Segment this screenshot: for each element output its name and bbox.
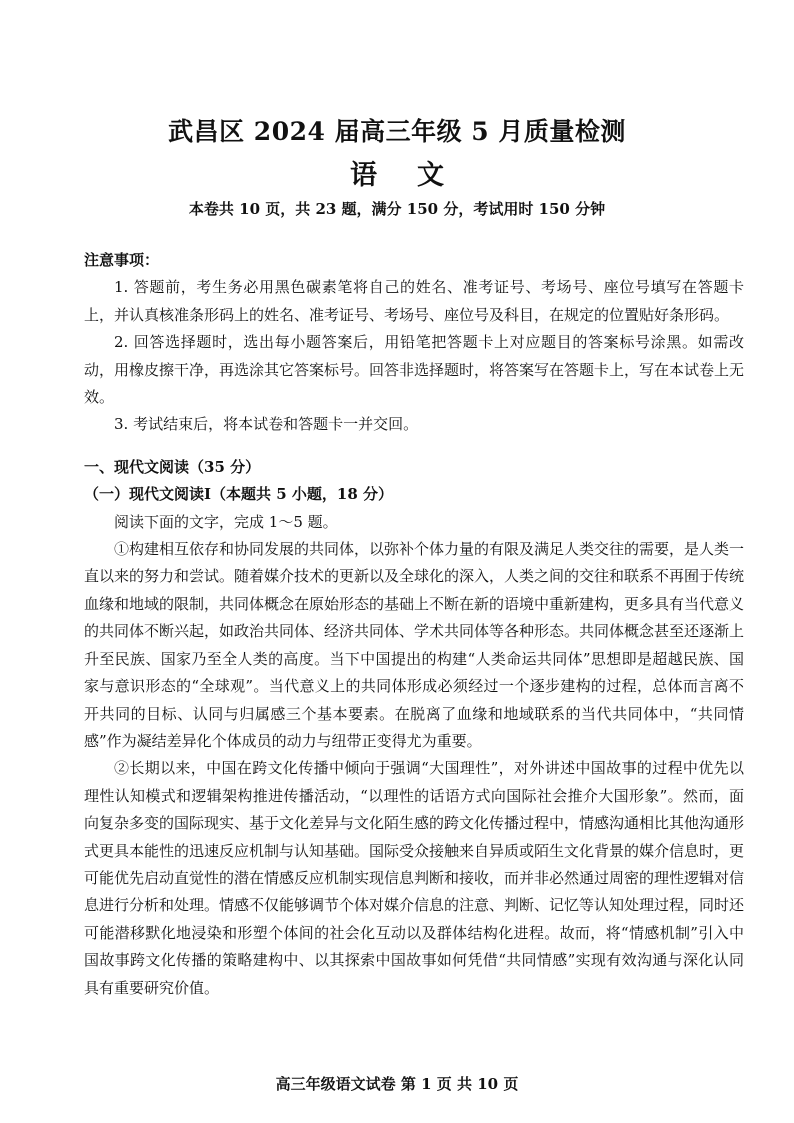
reading-instruction: 阅读下面的文字，完成 1～5 题。 bbox=[114, 512, 338, 531]
sub-section-heading: （一）现代文阅读Ⅰ（本题共 5 小题，18 分） bbox=[84, 485, 393, 504]
subject-title: 语文 bbox=[350, 160, 484, 191]
reading-paragraph: ①构建相互依存和协同发展的共同体，以弥补个体力量的有限及满足人类交往的需要，是人类一直以来的努力和尝试。随着媒介技术的更新以及全球化的深入，人类之间的交往和联系不再囿于传统血缘和地域的限制，共同体概念在原始形态的基础上不断在新的语境中重新建构，更多具有当代意义的共同体不断兴起，如政治共同体、经济共同体、学术共同体等各种形态。共同体概念甚至还逐渐上升至民族、国家乃至全人类的高度。当下中国提出的构建“人类命运共同体”思想即是超越民族、国家与意识形态的“全球观”。当代意义上的共同体形成必须经过一个逐步建构的过程，总体而言离不开共同的目标、认同与归属感三个基本要素。在脱离了血缘和地域联系的当代共同体中，“共同情感”作为凝结差异化个体成员的动力与纽带正变得尤为重要。 bbox=[84, 540, 745, 750]
page-footer: 高三年级语文试卷 第 1 页 共 10 页 bbox=[275, 1075, 519, 1093]
section-heading: 一、现代文阅读（35 分） bbox=[84, 457, 261, 476]
exam-info: 本卷共 10 页，共 23 题，满分 150 分，考试用时 150 分钟 bbox=[188, 200, 606, 218]
spacer bbox=[84, 439, 744, 454]
reading-paragraph: ②长期以来，中国在跨文化传播中倾向于强调“大国理性”，对外讲述中国故事的过程中优先以理性认知模式和逻辑架构推进传播活动，“以理性的话语方式向国际社会推介大国形象”。然而，面向复杂多变的国际现实、基于文化差异与文化陌生感的跨文化传播过程中，情感沟通相比其他沟通形式更具本能性的迅速反应机制与认知基础。国际受众接触来自异质或陌生文化背景的媒介信息时，更可能优先启动直觉性的潜在情感反应机制实现信息判断和接收，而并非必然通过周密的理性逻辑对信息进行分析和处理。情感不仅能够调节个体对媒介信息的注意、判断、记忆等认知处理过程，同时还可能潜移默化地浸染和形塑个体间的社会化互动以及群体结构化进程。故而，将“情感机制”引入中国故事跨文化传播的策略建构中、以其探索中国故事如何凭借“共同情感”实现有效沟通与深化认同具有重要研究价值。 bbox=[84, 759, 745, 997]
note-item: 3. 考试结束后，将本试卷和答题卡一并交回。 bbox=[114, 415, 419, 434]
exam-content bbox=[84, 247, 744, 1002]
note-item: 1. 答题前，考生务必用黑色碳素笔将自己的姓名、准考证号、考场号、座位号填写在答题卡上，并认真核准条形码上的姓名、准考证号、考场号、座位号及科目，在规定的位置贴好条形码。 bbox=[84, 278, 744, 324]
note-item: 2. 回答选择题时，选出每小题答案后，用铅笔把答题卡上对应题目的答案标号涂黑。如需改动，用橡皮擦干净，再选涂其它答案标号。回答非选择题时，将答案写在答题卡上，写在本试卷上无效。 bbox=[84, 333, 745, 407]
notes-heading: 注意事项： bbox=[84, 251, 160, 269]
exam-title: 武昌区 2024 届高三年级 5 月质量检测 bbox=[168, 117, 626, 146]
